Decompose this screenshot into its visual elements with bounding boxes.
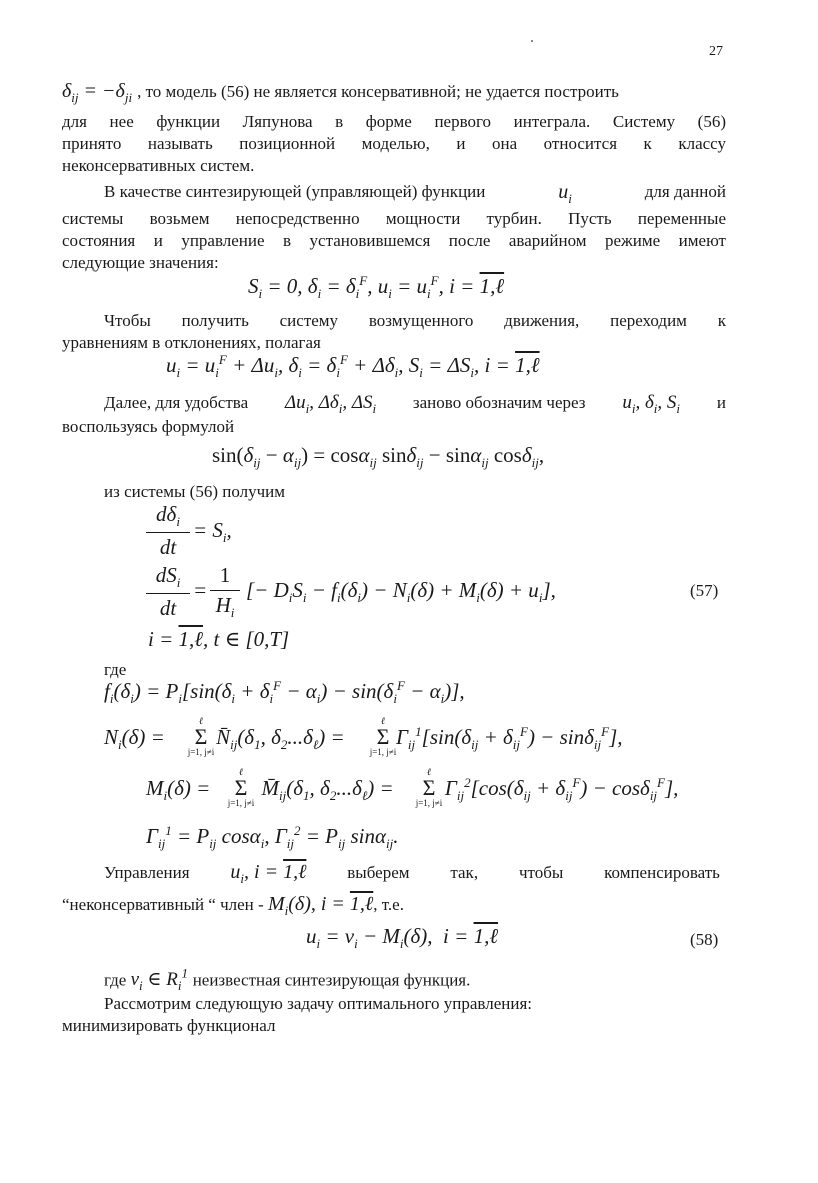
document-page: 27 $\delta_{ij} = -\delta_{ji}$ , то модель (56) не является консервативной; не удается построить для нее функции Ляпунова в форме первого интеграла. Систему (56) принято называть позиционной моделью, и она относится к классу неконсервативных систем. В качестве синтезирующей (управляющей) функции $u_i$ для данной системы возьмем непосредственно мощности турбин. Пусть переменные состояния и управление в установившемся после аварийном режиме имеют следующие значения: $S_i = 0$, $\delta_i = \delta_i^F$, $u_i = u_i^F$, i = 1,ℓ Чтобы получить систему возмущенного движения, переходим к уравнениям в отклонениях, полагая $u_i = u_i^F + \Delta u_i$, $\delta_i = \delta_i^F + \Delta\delta_i$, $S_i = \Delta S_i$, i = 1,ℓ Далее, для удобства $\Delta u_i$, $\Delta\delta_i$, $\Delta S_i$ заново обозначим через $u_i$, $\delta_i$, $S_i$ и воспользуясь формулой $\sin(\delta_{ij} - \alpha_{ij}) = \cos\alpha_{ij}$ sinδ$_{ij}$ − sinα$_{ij}$ cosδ$_{ij}$, из системы (56) получим $d\delta_i$ dt = $S_i$, $dS_i$ dt = 1 $H_i$ [− $D_iS_i - f_i(\delta_i) - N_i(\delta) + M_i(\delta) + u_i$], (57) i = 1,ℓ, t ∈ [0,T] где $f_i(\delta_i) = P_i[\sin(\delta_i + \delta_i^F - \alpha_i) - \sin(\delta_i^F - \alpha_i)]$, $N_i(\delta)$ = $N̄_{ij}(\delta_1$, $\delta_2...\delta_\ell) = \Gamma_{ij}^1[\sin(\delta_{ij} + \delta_{ij}^F) - \sin\delta_{ij}^F]$, ℓ Σ j=1, j≠i ℓ Σ j=1, j≠i $M_i(\delta)$ = $M̄_{ij}(\delta_1$, $\delta_2...\delta_\ell) = \Gamma_{ij}^2[\cos(\delta_{ij} + \delta_{ij}^F) - \cos\delta_{ij}^F]$, ℓ Σ j=1, j≠i ℓ Σ j=1, j≠i $\Gamma_{ij}^1 = P_{ij}$ cosα$_i$, $\Gamma_{ij}^2 = P_{ij}$ sinα$_{ij}$. Управления $u_i$, i = 1,ℓ выберем так, чтобы компенсировать “неконсервативный “ член - $M_i(\delta)$, i = 1,ℓ, т.е. $u_i = v_i - M_i(\delta)$, i = 1,ℓ (58) где $v_i$ ∈ $R_i^1$ неизвестная синтезирующая функция. Рассмотрим следующую задачу оптимального управления: минимизировать функционал bbox=[0, 0, 818, 1183]
para3-line1: Чтобы получить систему возмущенного движения, переходим к bbox=[104, 311, 726, 330]
para5-word-1: Управления bbox=[104, 863, 190, 882]
where-v-line bbox=[104, 963, 470, 997]
N-function-definition: $N_i(\delta)$ = $N̄_{ij}(\delta_1$, $\delta_2...\delta_\ell) = \Gamma_{ij}^1[\sin(\delta_{ij} + \delta_{ij}^F) - \sin\delta_{ij}^F]$, bbox=[104, 724, 623, 753]
para2-line3: состояния и управление в установившемся после аварийном режиме имеют bbox=[62, 231, 726, 250]
N-sum-symbol-2: ℓ Σ j=1, j≠i bbox=[369, 716, 397, 757]
from-system-text: из системы (56) получим bbox=[104, 482, 285, 501]
para6-line2: минимизировать функционал bbox=[62, 1016, 276, 1035]
deviation-equation: $u_i = u_i^F + \Delta u_i$, $\delta_i = \delta_i^F + \Delta\delta_i$, $S_i = \Delta S_i$, i = 1,ℓ bbox=[166, 352, 540, 381]
para5-line2-text-b: , т.е. bbox=[373, 895, 404, 914]
eq58-number: (58) bbox=[690, 930, 719, 949]
gamma-definitions: $\Gamma_{ij}^1 = P_{ij}$ cosα$_i$, $\Gamma_{ij}^2 = P_{ij}$ sinα$_{ij}$. bbox=[146, 823, 399, 852]
eq57-row2-rhs: [− $D_iS_i - f_i(\delta_i) - N_i(\delta) + M_i(\delta) + u_i$], bbox=[246, 578, 556, 606]
scan-speck bbox=[531, 40, 533, 42]
para4-line1-text-b: заново обозначим через bbox=[412, 393, 586, 412]
para1-line2: для нее функции Ляпунова в форме первого интеграла. Систему (56) bbox=[62, 112, 726, 131]
para4-line2: воспользуясь формулой bbox=[62, 417, 235, 436]
para1-line4: неконсервативных систем. bbox=[62, 156, 255, 175]
eq57-row1-rhs: = $S_i$, bbox=[193, 518, 232, 546]
para2-line1-text-a: В качестве синтезирующей (управляющей) функции bbox=[104, 182, 486, 201]
para1-line1 bbox=[62, 80, 726, 109]
para2-line1-text-b: для данной bbox=[644, 182, 726, 201]
para5-word-2: выберем bbox=[347, 863, 410, 882]
delta-antisymmetry-formula: $\delta_{ij} = -\delta_{ji}$ bbox=[62, 80, 133, 105]
state-symbols: $u_i$, $\delta_i$, $S_i$ bbox=[622, 392, 681, 416]
controls-u-symbol: $u_i$, i = 1,ℓ bbox=[230, 861, 307, 886]
N-sum-symbol-1: ℓ Σ j=1, j≠i bbox=[187, 716, 215, 757]
where-v-text-a: где bbox=[104, 970, 127, 990]
para2-line4: следующие значения: bbox=[62, 253, 219, 272]
para2-line1 bbox=[104, 181, 726, 210]
para5-line2 bbox=[62, 893, 404, 922]
M-sum-symbol-2: ℓ Σ j=1, j≠i bbox=[415, 767, 443, 808]
para4-line1-text-c: и bbox=[716, 393, 726, 412]
para1-line1-text: , то модель (56) не является консервативной; не удается построить bbox=[137, 82, 619, 101]
eq57-number: (57) bbox=[690, 581, 719, 600]
para3-line2: уравнениям в отклонениях, полагая bbox=[62, 333, 321, 352]
eq58-formula: $u_i = v_i - M_i(\delta)$, i = 1,ℓ bbox=[306, 924, 499, 952]
v-membership-symbol: $v_i$ ∈ $R_i^1$ bbox=[130, 966, 188, 994]
eq57-dδdt-fraction: $d\delta_i$ dt bbox=[146, 502, 190, 560]
M-function-definition: $M_i(\delta)$ = $M̄_{ij}(\delta_1$, $\delta_2...\delta_\ell) = \Gamma_{ij}^2[\cos(\delta_{ij} + \delta_{ij}^F) - \cos\delta_{ij}^F]$, bbox=[146, 775, 679, 804]
f-function-definition: $f_i(\delta_i) = P_i[\sin(\delta_i + \delta_i^F - \alpha_i) - \sin(\delta_i^F - \alpha_i)]$, bbox=[104, 678, 465, 707]
sine-identity-formula: $\sin(\delta_{ij} - \alpha_{ij}) = \cos\alpha_{ij}$ sinδ$_{ij}$ − sinα$_{ij}$ cosδ$_{ij}$, bbox=[212, 443, 545, 471]
para5-word-4: чтобы bbox=[518, 863, 564, 882]
control-u-i-symbol: $u_i$ bbox=[558, 181, 572, 206]
where-text-1: где bbox=[104, 660, 127, 679]
page-number: 27 bbox=[709, 44, 723, 59]
M-sum-symbol-1: ℓ Σ j=1, j≠i bbox=[227, 767, 255, 808]
para5-word-3: так, bbox=[450, 863, 479, 882]
para5-line2-text-a: “неконсервативный “ член - bbox=[62, 895, 264, 914]
para4-line1-text-a: Далее, для удобства bbox=[104, 393, 249, 412]
eq57-range: i = 1,ℓ, t ∈ [0,T] bbox=[148, 627, 290, 651]
para1-line3: принято называть позиционной моделью, и она относится к классу bbox=[62, 134, 726, 153]
para2-line2: системы возьмем непосредственно мощности турбин. Пусть переменные bbox=[62, 209, 726, 228]
eq57-dSdt-fraction: $dS_i$ dt bbox=[146, 563, 190, 621]
eq57-inertia-fraction: 1 $H_i$ bbox=[210, 563, 240, 621]
where-v-text-b: неизвестная синтезирующая функция. bbox=[192, 970, 471, 990]
para6-line1: Рассмотрим следующую задачу оптимального управления: bbox=[104, 994, 532, 1013]
nonconservative-term-symbol: $M_i(\delta)$, i = 1,ℓ bbox=[267, 893, 374, 918]
para5-line1 bbox=[104, 861, 720, 890]
steady-state-equation: $S_i = 0$, $\delta_i = \delta_i^F$, $u_i = u_i^F$, i = 1,ℓ bbox=[248, 273, 505, 302]
para5-word-5: компенсировать bbox=[604, 863, 720, 882]
deviations-symbols: $\Delta u_i$, $\Delta\delta_i$, $\Delta S_i$ bbox=[284, 392, 377, 416]
